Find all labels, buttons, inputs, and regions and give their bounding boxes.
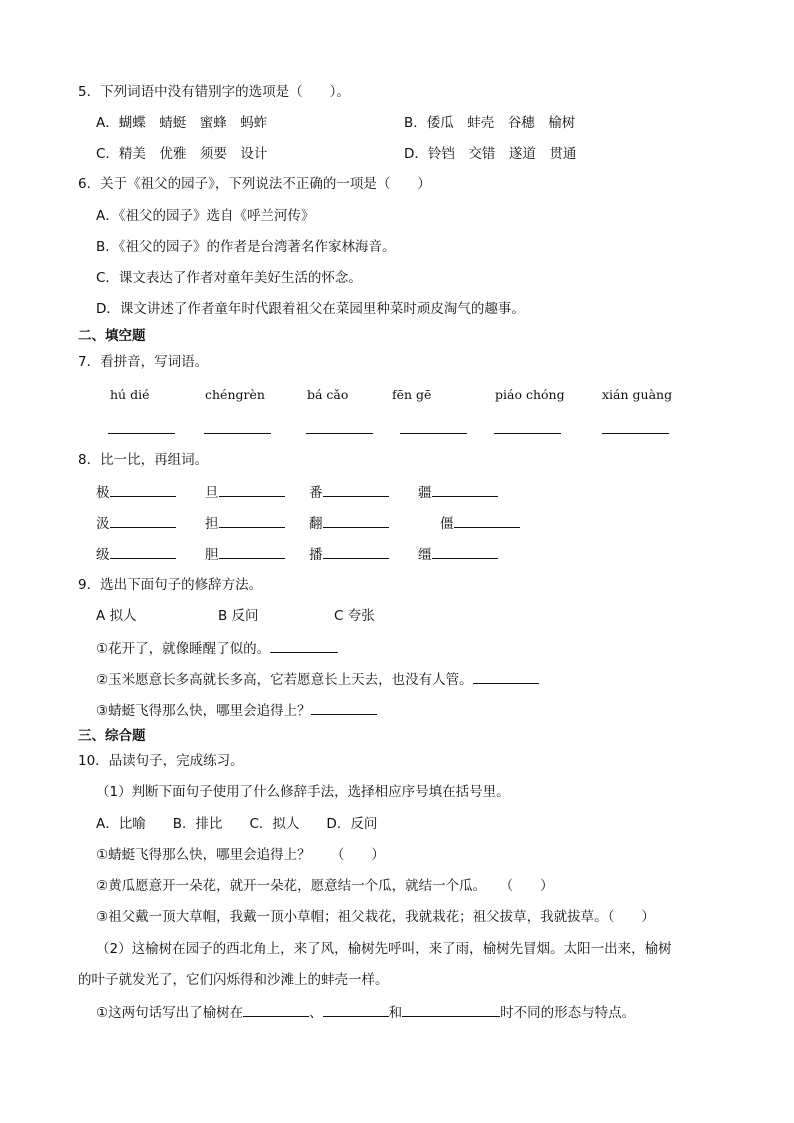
q8-item	[418, 544, 498, 564]
q6-option-d: D．课文讲述了作者童年时代跟着祖父在菜园里种菜时顽皮淘气的趣事。	[96, 301, 525, 317]
q6-option-c: C．课文表达了作者对童年美好生活的怀念。	[96, 270, 362, 286]
q8-answer-blank[interactable]	[219, 513, 285, 528]
q9-stem: 9．选出下面句子的修辞方法。	[78, 577, 263, 593]
q7-pinyin-2: chéngrèn	[205, 387, 265, 402]
q7-answer-blank[interactable]	[400, 433, 467, 434]
q8-answer-blank[interactable]	[323, 513, 389, 528]
q10-answer-blank[interactable]	[243, 1002, 309, 1017]
q5-stem: 5．下列词语中没有错别字的选项是（ ）。	[78, 84, 350, 100]
q7-answer-blank[interactable]	[306, 433, 373, 434]
q8-char: 汲	[96, 516, 110, 532]
q7-answer-blank[interactable]	[108, 433, 175, 434]
q8-answer-blank[interactable]	[454, 513, 520, 528]
q10-answer-blank[interactable]	[402, 1002, 500, 1017]
q8-answer-blank[interactable]	[110, 513, 176, 528]
q8-char: 担	[205, 516, 219, 532]
q8-item	[205, 513, 285, 533]
q9-sentence-2	[96, 669, 539, 689]
q8-answer-blank[interactable]	[110, 482, 176, 497]
q9-option-c: C 夸张	[334, 608, 375, 624]
q9-sentence-3-text: ③蜻蜓飞得那么快，哪里会追得上？	[96, 703, 311, 719]
q8-item	[96, 482, 176, 502]
q7-pinyin-3: bá cǎo	[307, 387, 349, 402]
q6-stem: 6．关于《祖父的园子》，下列说法不正确的一项是（ ）	[78, 176, 431, 192]
q8-answer-blank[interactable]	[323, 544, 389, 559]
q8-char: 缰	[418, 547, 432, 563]
q7-answer-blank[interactable]	[494, 433, 561, 434]
q10-s4-text-a: ①这两句话写出了榆树在	[96, 1005, 244, 1021]
q8-item	[440, 513, 520, 533]
q7-stem: 7．看拼音，写词语。	[78, 354, 209, 370]
q8-answer-blank[interactable]	[323, 482, 389, 497]
q6-option-a: A．《祖父的园子》选自《呼兰河传》	[96, 208, 315, 224]
q10-part-2-passage-line-1: （2）这榆树在园子的西北角上，来了风，榆树先呼叫，来了雨，榆树先冒烟。太阳一出来，榆树	[96, 941, 672, 957]
q9-answer-blank[interactable]	[473, 669, 539, 684]
q7-answer-blank[interactable]	[204, 433, 271, 434]
section-title-comprehensive: 三、综合题	[78, 728, 146, 744]
q8-item	[205, 482, 285, 502]
q8-stem: 8．比一比，再组词。	[78, 452, 209, 468]
q8-answer-blank[interactable]	[432, 544, 498, 559]
q7-pinyin-1: hú dié	[110, 387, 150, 402]
q10-part-1-prompt: （1）判断下面句子使用了什么修辞手法，选择相应序号填在括号里。	[96, 784, 510, 800]
q8-answer-blank[interactable]	[219, 482, 285, 497]
q8-item	[96, 513, 176, 533]
q9-sentence-2-text: ②玉米愿意长多高就长多高，它若愿意长上天去，也没有人管。	[96, 672, 473, 688]
q8-item	[309, 482, 389, 502]
q8-item	[205, 544, 285, 564]
q7-pinyin-4: fēn gē	[392, 387, 432, 402]
q10-s4-text-c: 和	[388, 1005, 403, 1021]
q8-char: 级	[96, 547, 110, 563]
q5-option-a: A．蝴蝶 蜻蜓 蜜蜂 蚂蚱	[96, 115, 268, 131]
q10-sentence-1: ①蜻蜓飞得那么快，哪里会追得上？ （ ）	[96, 847, 385, 863]
q8-char: 极	[96, 485, 110, 501]
q7-pinyin-5: piáo chóng	[495, 387, 565, 402]
q5-option-c: C．精美 优雅 须要 设计	[96, 146, 268, 162]
q10-sentence-3: ③祖父戴一顶大草帽，我戴一顶小草帽；祖父栽花，我就栽花；祖父拔草，我就拔草。（ ）	[96, 909, 655, 925]
q8-answer-blank[interactable]	[219, 544, 285, 559]
q8-char: 胆	[205, 547, 219, 563]
q8-char: 翻	[309, 516, 323, 532]
q9-option-a: A 拟人	[96, 608, 137, 624]
q5-option-b: B．倭瓜 蚌壳 谷穗 榆树	[404, 115, 576, 131]
q8-item	[309, 513, 389, 533]
q9-answer-blank[interactable]	[270, 638, 338, 653]
q8-char: 播	[309, 547, 323, 563]
q8-char: 僵	[440, 516, 454, 532]
q8-item	[309, 544, 389, 564]
q5-option-d: D．铃铛 交错 遂道 贯通	[404, 146, 577, 162]
q8-char: 疆	[418, 485, 432, 501]
q10-options: A．比喻 B．排比 C．拟人 D．反问	[96, 816, 378, 832]
q9-sentence-1-text: ①花开了，就像睡醒了似的。	[96, 641, 271, 657]
q7-pinyin-6: xián guàng	[602, 387, 673, 402]
q6-option-b: B．《祖父的园子》的作者是台湾著名作家林海音。	[96, 239, 396, 255]
q8-char: 番	[309, 485, 323, 501]
q8-answer-blank[interactable]	[110, 544, 176, 559]
q10-stem: 10．品读句子，完成练习。	[78, 753, 244, 769]
q10-s4-text-b: 、	[309, 1005, 323, 1021]
q10-part-2-passage-line-2: 的叶子就发光了，它们闪烁得和沙滩上的蚌壳一样。	[78, 972, 389, 988]
q9-option-b: B 反问	[218, 608, 259, 624]
q8-char: 旦	[205, 485, 219, 501]
q10-sentence-4	[96, 1002, 635, 1022]
q9-answer-blank[interactable]	[311, 700, 377, 715]
q7-answer-blank[interactable]	[602, 433, 669, 434]
section-title-fill-in: 二、填空题	[78, 328, 146, 344]
q9-sentence-3	[96, 700, 377, 720]
q10-sentence-2: ②黄瓜愿意开一朵花，就开一朵花，愿意结一个瓜，就结一个瓜。 （ ）	[96, 878, 554, 894]
q10-s4-text-d: 时不同的形态与特点。	[500, 1005, 636, 1021]
q8-answer-blank[interactable]	[432, 482, 498, 497]
q8-item	[418, 482, 498, 502]
q8-item	[96, 544, 176, 564]
q9-sentence-1	[96, 638, 338, 658]
q10-answer-blank[interactable]	[323, 1002, 389, 1017]
